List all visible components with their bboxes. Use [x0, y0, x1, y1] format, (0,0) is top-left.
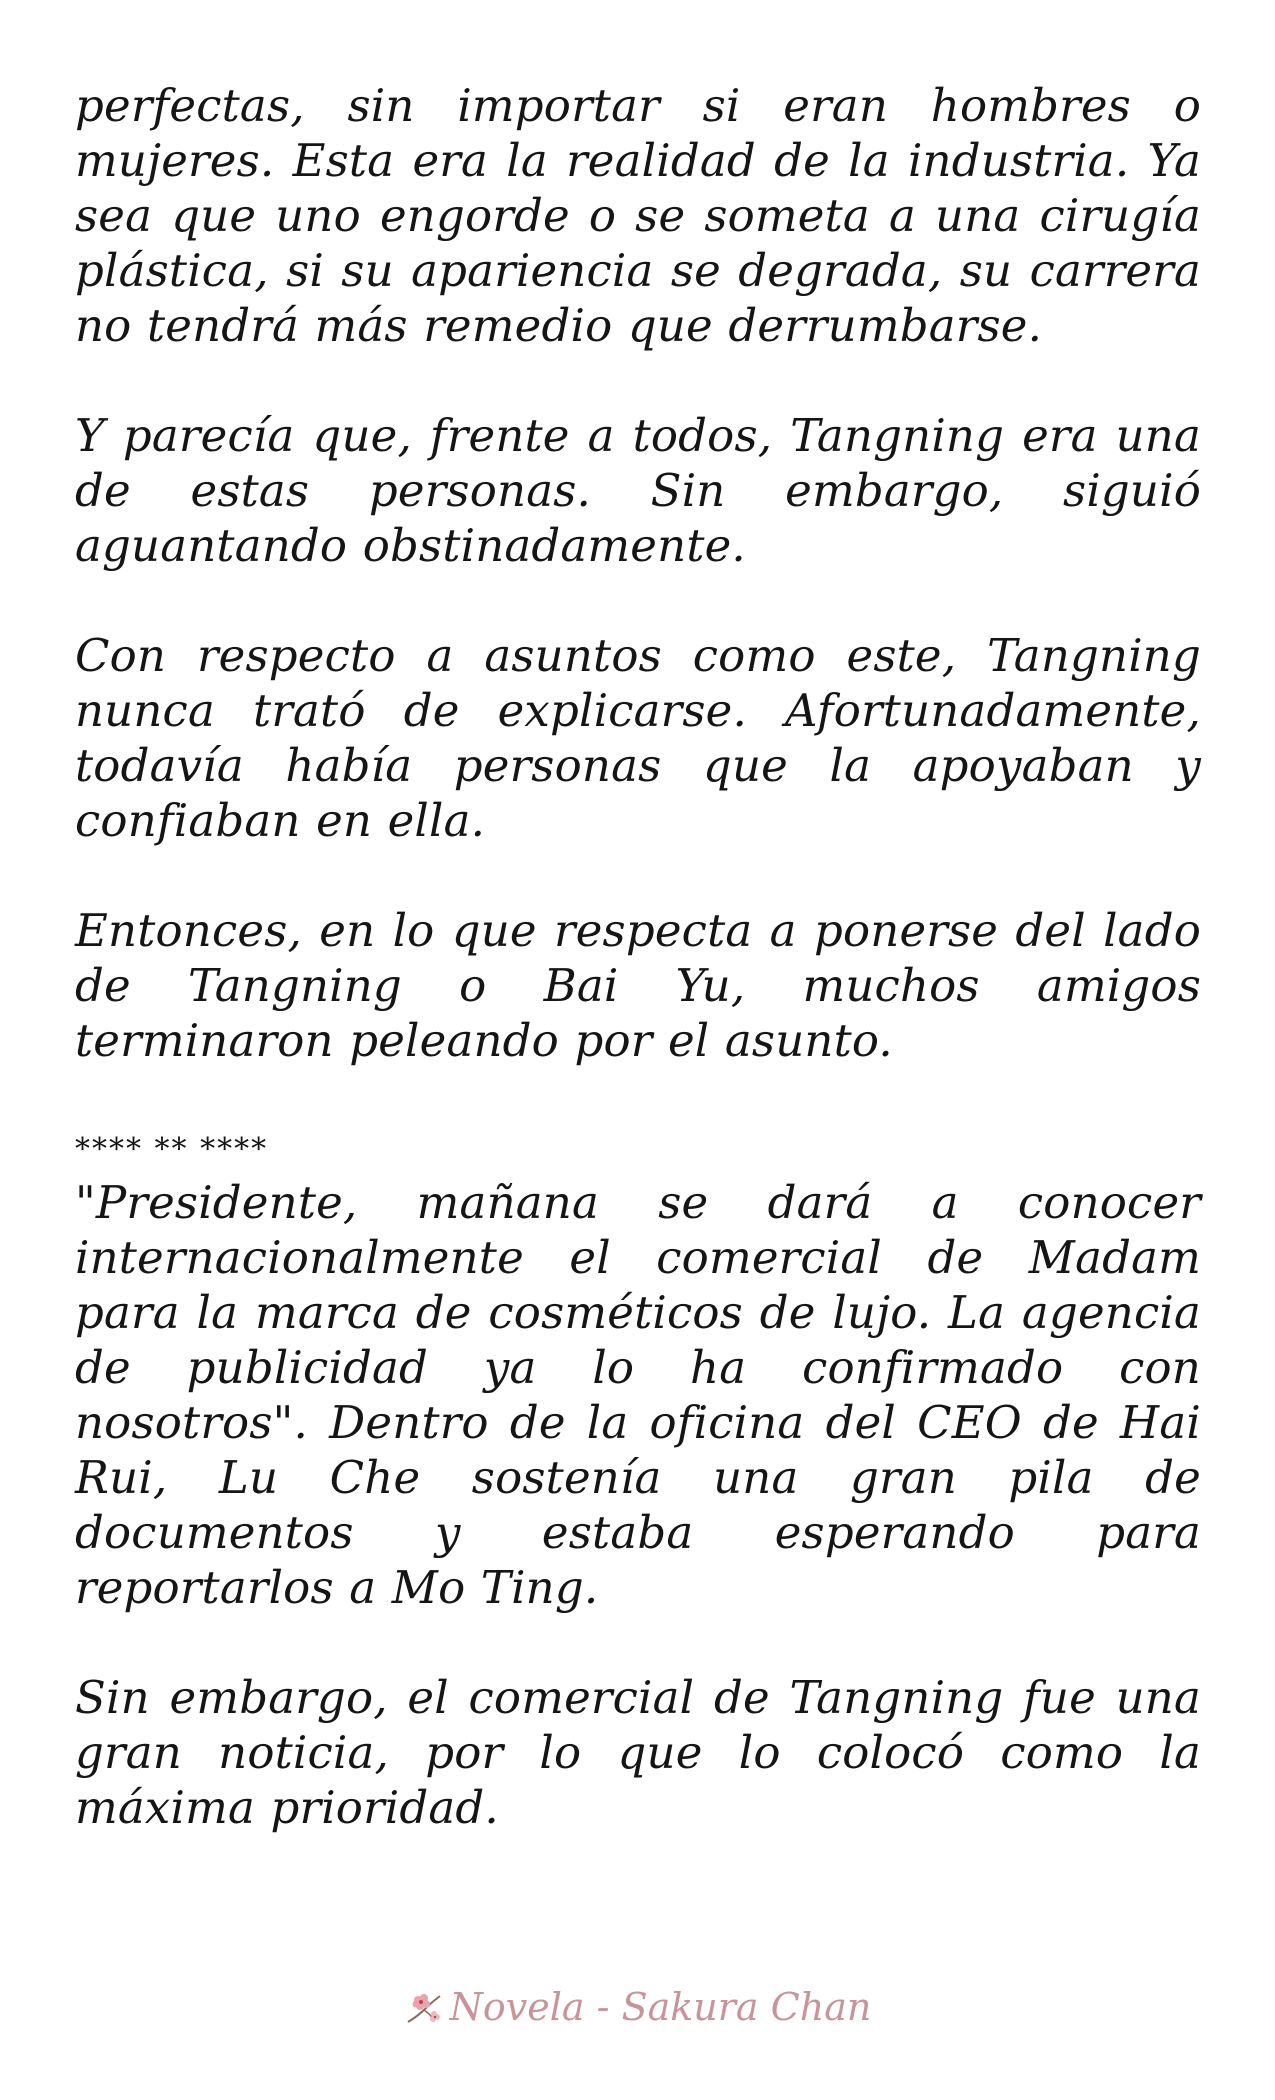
paragraph-gap — [75, 848, 1201, 903]
scene-separator: **** ** **** — [75, 1132, 269, 1167]
paragraph-1: perfectas, sin importar si eran hombres o mujeres. Esta era la realidad de la industria. Ya sea que uno engorde o se someta a una cirugía plástica, si su apariencia se degrada, su carrera no tendrá más remedio que derrumbarse. — [75, 79, 1201, 352]
watermark — [0, 1985, 1275, 2029]
paragraph-2: Y parecía que, frente a todos, Tangning era una de estas personas. Sin embargo, siguió aguantando obstinadamente. — [75, 409, 1201, 572]
cherry-blossom-icon — [404, 1990, 444, 2026]
paragraph-4: Entonces, en lo que respecta a ponerse del lado de Tangning o Bai Yu, muchos amigos terminaron peleando por el asunto. — [75, 904, 1201, 1067]
paragraph-gap — [75, 1068, 1201, 1123]
paragraph-5: "Presidente, mañana se dará a conocer internacionalmente el comercial de Madam para la marca de cosméticos de lujo. La agencia de publicidad ya lo ha confirmado con nosotros". Dentro de la oficina del CEO de Hai Rui, Lu Che sostenía una gran pila de documentos y estaba esperando para reportarlos a Mo Ting. — [75, 1176, 1201, 1614]
watermark-text: Novela - Sakura Chan — [449, 1985, 872, 2029]
paragraph-6: Sin embargo, el comercial de Tangning fue una gran noticia, por lo que lo colocó como la máxima prioridad. — [75, 1671, 1201, 1834]
paragraph-gap — [75, 353, 1201, 408]
paragraph-gap — [75, 1615, 1201, 1670]
paragraph-3: Con respecto a asuntos como este, Tangning nunca trató de explicarse. Afortunadamente, todavía había personas que la apoyaban y confiaban en ella. — [75, 629, 1201, 847]
chapter-text — [75, 78, 1201, 1835]
paragraph-gap — [75, 573, 1201, 628]
